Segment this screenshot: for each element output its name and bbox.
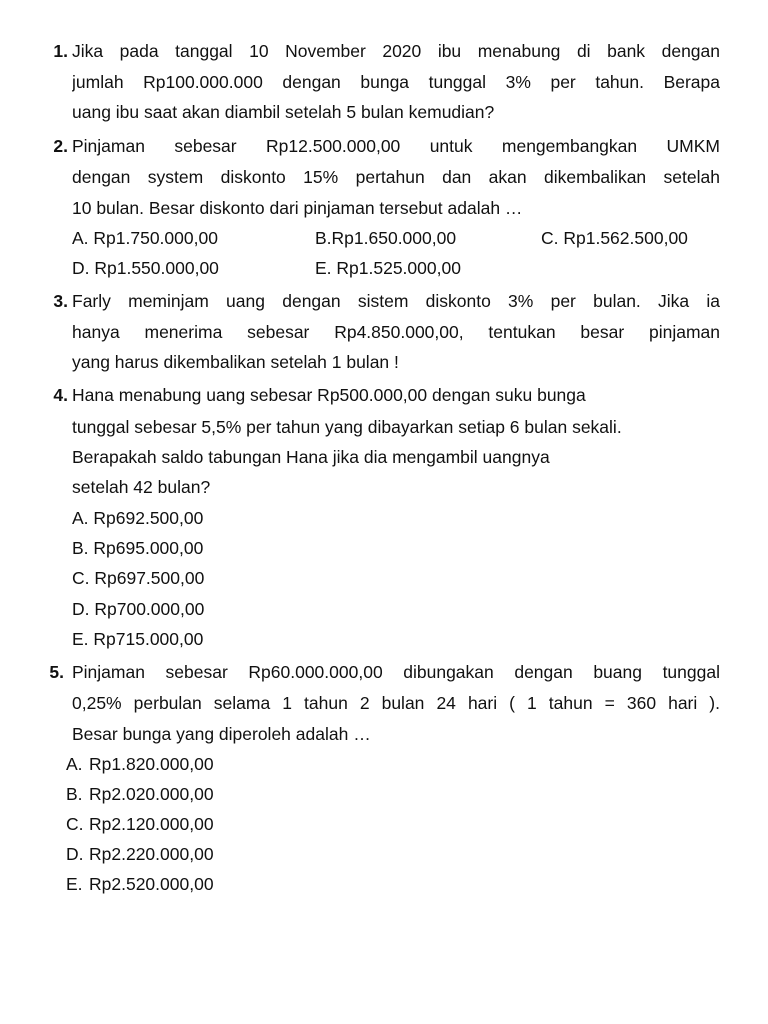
question-5-option-e-value: Rp2.520.000,00: [89, 874, 214, 894]
question-3-line-2: hanya menerima sebesar Rp4.850.000,00, tentukan besar pinjaman: [72, 322, 720, 342]
question-5-line-1: Pinjaman sebesar Rp60.000.000,00 dibungakan dengan buang tunggal: [72, 662, 720, 682]
question-1-line-2: jumlah Rp100.000.000 dengan bunga tunggal 3% per tahun. Berapa: [72, 72, 720, 92]
question-5-option-a-letter: A.: [66, 754, 83, 774]
question-4-line-3: Berapakah saldo tabungan Hana jika dia mengambil uangnya: [72, 447, 550, 467]
question-2-option-a: A. Rp1.750.000,00: [72, 228, 218, 248]
question-2-number: 2.: [53, 136, 68, 156]
question-5-option-a-value: Rp1.820.000,00: [89, 754, 214, 774]
question-2-line-1: Pinjaman sebesar Rp12.500.000,00 untuk mengembangkan UMKM: [72, 136, 720, 156]
question-5-number: 5.: [49, 662, 64, 682]
question-5-option-e-letter: E.: [66, 874, 83, 894]
question-2-option-c: C. Rp1.562.500,00: [541, 228, 688, 248]
question-4-number: 4.: [53, 385, 68, 405]
question-2-line-2: dengan system diskonto 15% pertahun dan akan dikembalikan setelah: [72, 167, 720, 187]
question-5-option-b-letter: B.: [66, 784, 83, 804]
question-4-line-1: Hana menabung uang sebesar Rp500.000,00 dengan suku bunga: [72, 385, 586, 405]
question-5-line-3: Besar bunga yang diperoleh adalah …: [72, 724, 371, 744]
question-4-option-b: B. Rp695.000,00: [72, 538, 204, 558]
question-5-line-2: 0,25% perbulan selama 1 tahun 2 bulan 24 hari ( 1 tahun = 360 hari ).: [72, 693, 720, 713]
question-1-line-3: uang ibu saat akan diambil setelah 5 bulan kemudian?: [72, 102, 495, 122]
question-5-option-d-value: Rp2.220.000,00: [89, 844, 214, 864]
question-2-option-b: B.Rp1.650.000,00: [315, 228, 457, 248]
question-1-line-1: Jika pada tanggal 10 November 2020 ibu menabung di bank dengan: [72, 41, 720, 61]
question-2-line-3: 10 bulan. Besar diskonto dari pinjaman tersebut adalah …: [72, 198, 523, 218]
question-3-line-1: Farly meminjam uang dengan sistem diskonto 3% per bulan. Jika ia: [72, 291, 720, 311]
question-4-option-d: D. Rp700.000,00: [72, 599, 205, 619]
question-5-option-b-value: Rp2.020.000,00: [89, 784, 214, 804]
question-2-option-d: D. Rp1.550.000,00: [72, 258, 219, 278]
question-4-line-2: tunggal sebesar 5,5% per tahun yang dibayarkan setiap 6 bulan sekali.: [72, 417, 622, 437]
question-4-option-e: E. Rp715.000,00: [72, 629, 204, 649]
question-2-option-e: E. Rp1.525.000,00: [315, 258, 461, 278]
question-5-option-d-letter: D.: [66, 844, 84, 864]
question-4-line-4: setelah 42 bulan?: [72, 477, 211, 497]
question-1-number: 1.: [53, 41, 68, 61]
question-5-option-c-letter: C.: [66, 814, 84, 834]
question-4-option-a: A. Rp692.500,00: [72, 508, 204, 528]
question-5-option-c-value: Rp2.120.000,00: [89, 814, 214, 834]
question-3-line-3: yang harus dikembalikan setelah 1 bulan !: [72, 352, 399, 372]
question-3-number: 3.: [53, 291, 68, 311]
question-4-option-c: C. Rp697.500,00: [72, 568, 205, 588]
